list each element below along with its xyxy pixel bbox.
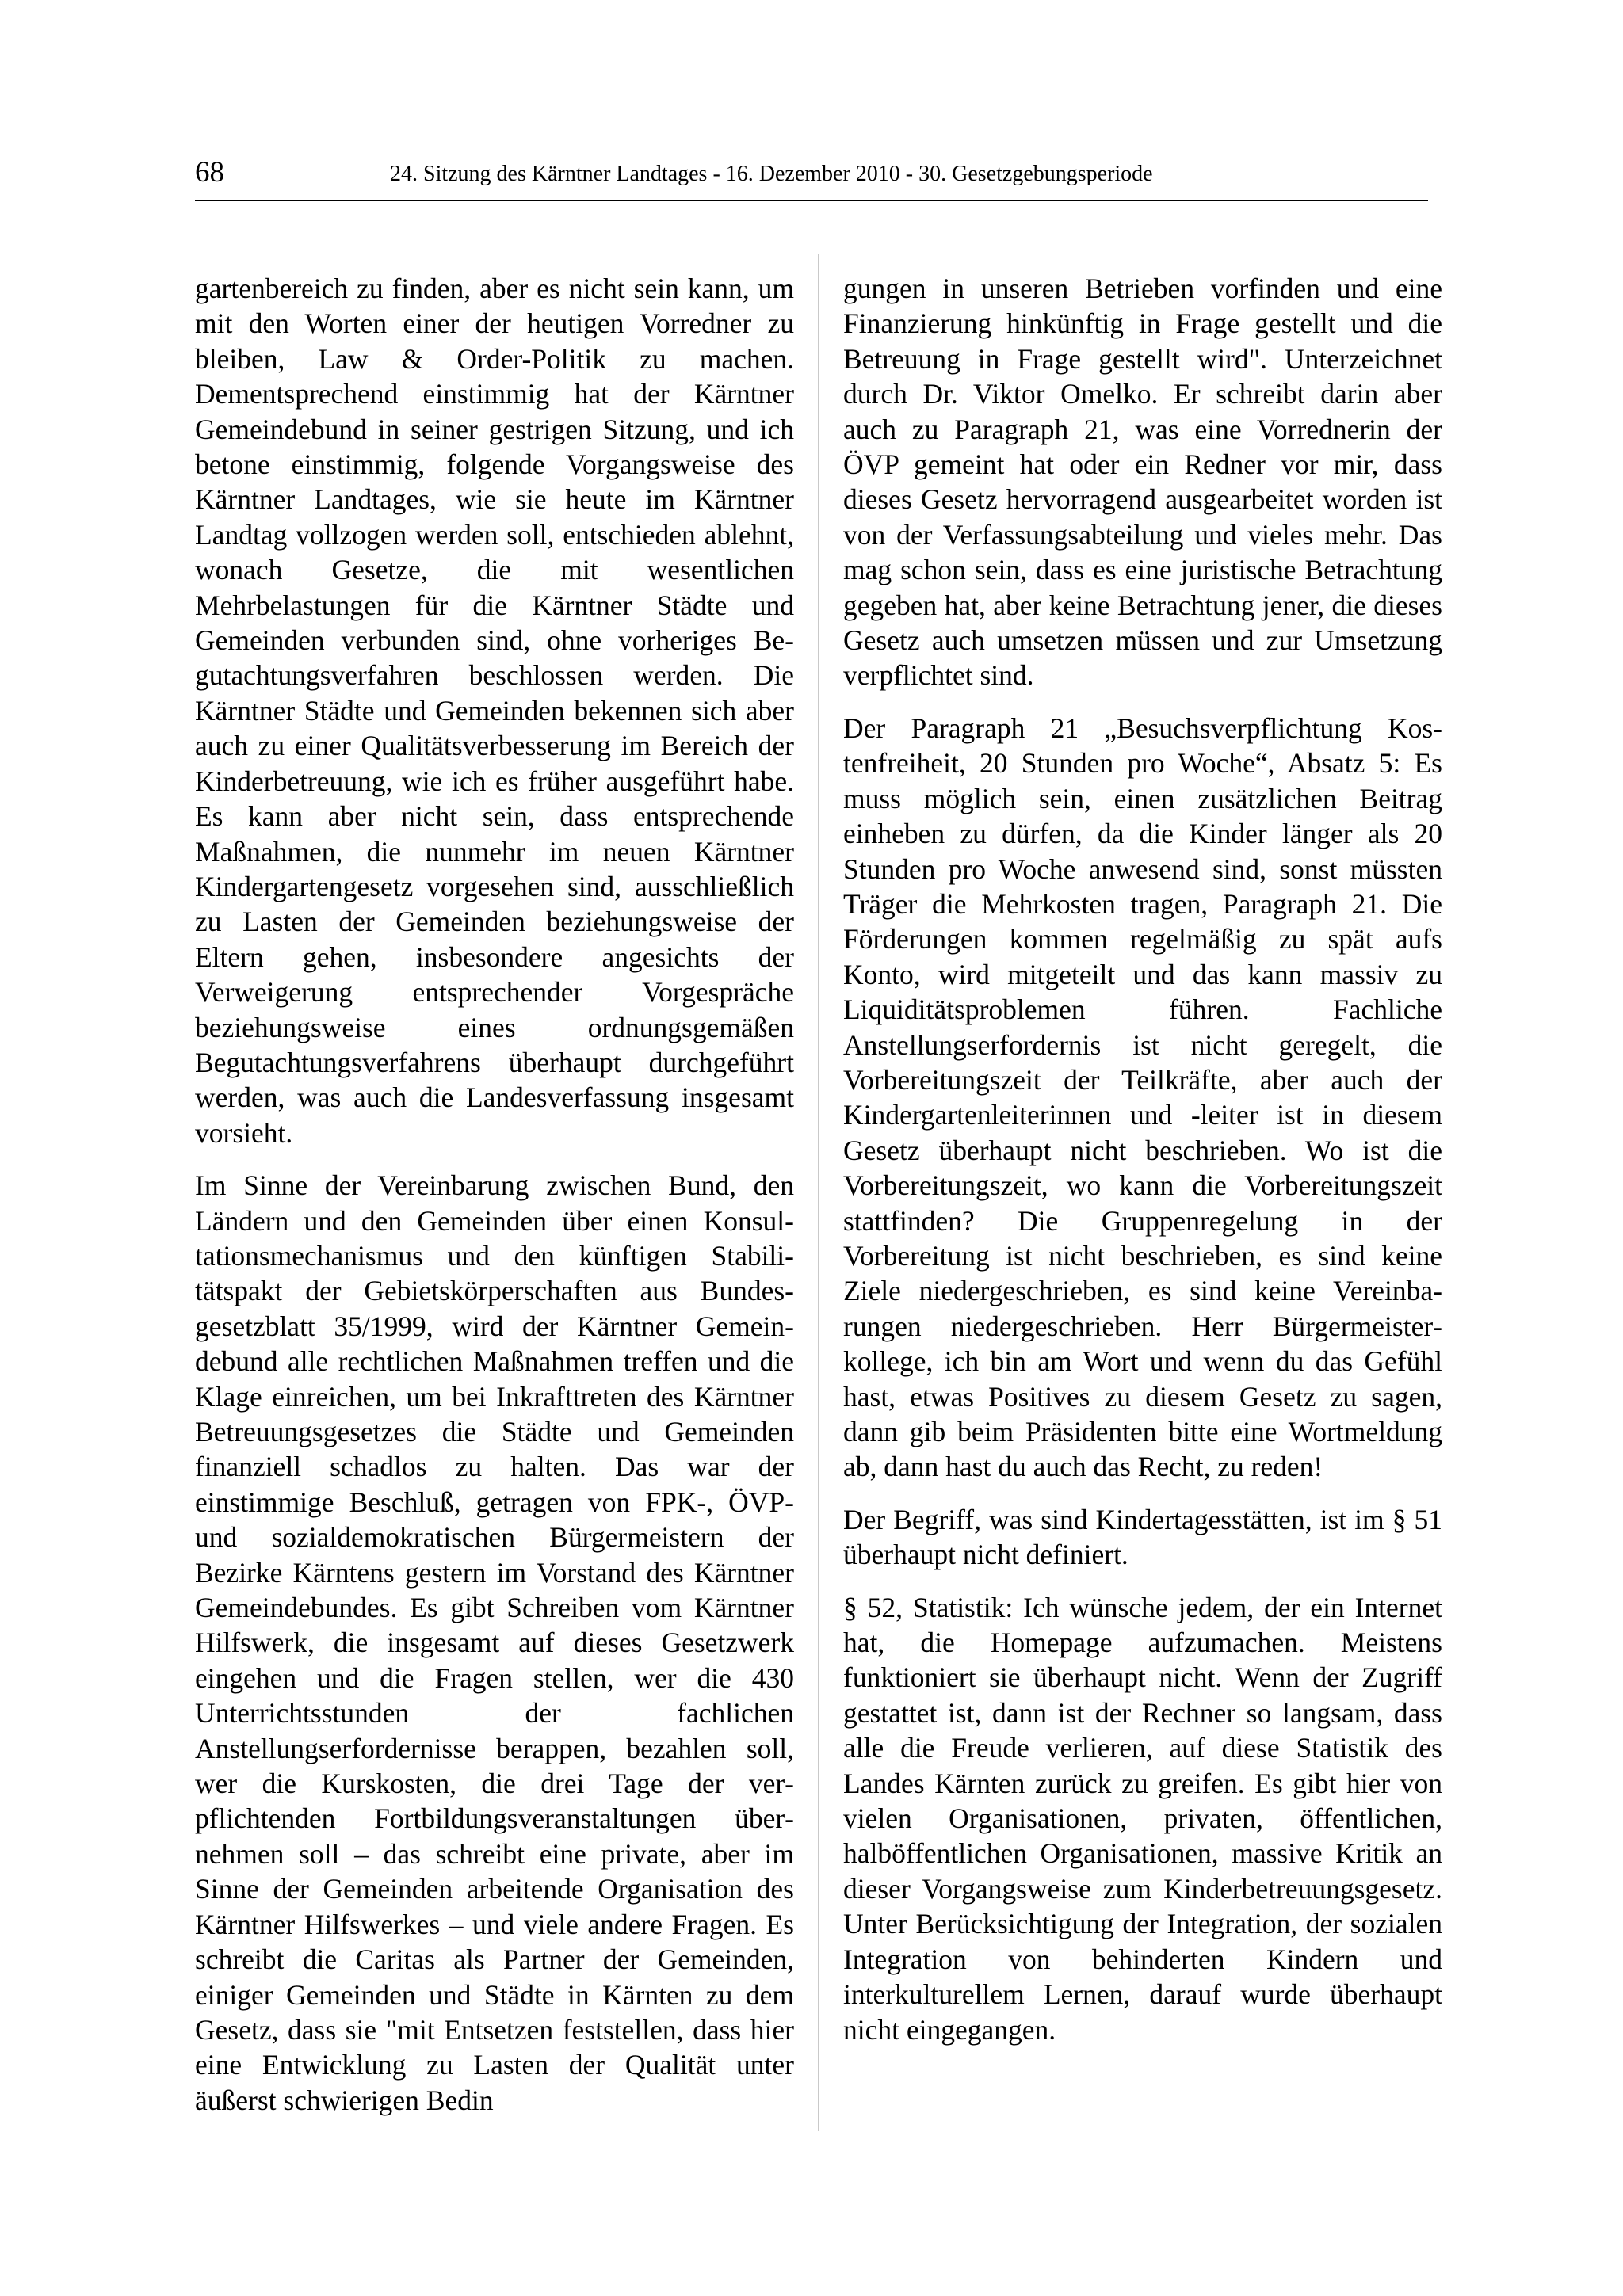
running-title: 24. Sitzung des Kärntner Landtages - 16. Dezember 2010 - 30. Gesetzgebungsperiode	[390, 162, 1153, 186]
left-column	[195, 271, 794, 2135]
paragraph: gungen in unseren Betrieben vorfinden und eine Finanzierung hinkünftig in Frage gestellt und die Betreuung in Frage gestellt wird". Unterzeichnet durch Dr. Viktor Omelko. Er schreibt darin aber auch zu Paragraph 21, was eine Vorrednerin der ÖVP gemeint hat oder ein Redner vor mir, dass dieses Gesetz hervorragend ausgearbeitet worden ist von der Verfassungsabteilung und vieles mehr. Das mag schon sein, dass es eine juristische Betrachtung gegeben hat, aber keine Betrachtung jener, die dieses Gesetz auch umsetzen müssen und zur Umsetzung verpflichtet sind.	[843, 273, 1442, 692]
paragraph: Im Sinne der Vereinbarung zwischen Bund, den Ländern und den Gemeinden über einen Konsultationsmechanismus und den künftigen Stabilitätspakt der Gebietskörperschaften aus Bundesgesetzblatt 35/1999, wird der Kärntner Gemeindebund alle rechtlichen Maßnahmen treffen und die Klage einreichen, um bei Inkrafttreten des Kärntner Betreuungsgesetzes die Städte und Gemeinden finanziell schadlos zu halten. Das war der einstimmige Beschluß, getragen von FPK-, ÖVP- und sozialdemokratischen Bürgermeistern der Bezirke Kärntens gestern im Vorstand des Kärntner Gemeindebundes. Es gibt Schreiben vom Kärntner Hilfswerk, die insgesamt auf dieses Gesetzwerk eingehen und die Fragen stellen, wer die 430 Unterrichtsstunden der fachlichen Anstellungserfordernisse berappen, bezahlen soll, wer die Kurskosten, die drei Tage der verpflichtenden Fortbildungsveranstaltungen übernehmen soll – das schreibt eine private, aber im Sinne der Gemeinden arbeitende Organisation des Kärntner Hilfswerkes – und viele andere Fragen. Es schreibt die Caritas als Partner der Gemeinden, einiger Gemeinden und Städte in Kärnten zu dem Gesetz, dass sie "mit Entsetzen feststellen, dass hier eine Entwicklung zu Lasten der Qualität unter äußerst schwierigen Bedin	[195, 1169, 794, 2116]
right-column	[843, 271, 1442, 2065]
column-divider	[818, 254, 819, 2131]
paragraph: Der Paragraph 21 „Besuchsverpflichtung Kostenfreiheit, 20 Stunden pro Woche“, Absatz 5: Es muss möglich sein, einen zusätzlichen Beitrag einheben zu dürfen, da die Kinder länger als 20 Stunden pro Woche anwesend sind, sonst müssten Träger die Mehrkosten tragen, Paragraph 21. Die Förderungen kommen regelmäßig zu spät aufs Konto, wird mitgeteilt und das kann massiv zu Liquiditätsproblemen führen. Fachliche Anstellungserfordernis ist nicht geregelt, die Vorbereitungszeit der Teilkräfte, aber auch der Kindergartenleiterinnen und -leiter ist in diesem Gesetz überhaupt nicht beschrieben. Wo ist die Vorbereitungszeit, wo kann die Vorbereitungszeit stattfinden? Die Gruppenregelung in der Vorbereitung ist nicht beschrieben, es sind keine Ziele niedergeschrieben, es sind keine Vereinbarungen niedergeschrieben. Herr Bürgermeisterkollege, ich bin am Wort und wenn du das Gefühl hast, etwas Positives zu diesem Gesetz zu sagen, dann gib beim Präsidenten bitte eine Wortmeldung ab, dann hast du auch das Recht, zu reden!	[843, 711, 1442, 1483]
page-header	[195, 155, 1428, 201]
page-number: 68	[195, 156, 224, 189]
paragraph: gartenbereich zu finden, aber es nicht sein kann, um mit den Worten einer der heutigen Vorredner zu bleiben, Law & Order-Politik zu machen. Dementsprechend einstimmig hat der Kärntner Gemeindebund in seiner gestrigen Sitzung, und ich betone einstimmig, folgende Vorgangsweise des Kärntner Landtages, wie sie heute im Kärntner Landtag vollzogen werden soll, entschieden ablehnt, wonach Gesetze, die mit wesentlichen Mehrbelastungen für die Kärntner Städte und Gemeinden verbunden sind, ohne vorheriges Begutachtungsverfahren beschlossen werden. Die Kärntner Städte und Gemeinden bekennen sich aber auch zu einer Qualitätsverbesserung im Bereich der Kinderbetreuung, wie ich es früher ausgeführt habe. Es kann aber nicht sein, dass entsprechende Maßnahmen, die nunmehr im neuen Kärntner Kindergartengesetz vorgesehen sind, ausschließlich zu Lasten der Gemeinden beziehungsweise der Eltern gehen, insbesondere angesichts der Verweigerung entsprechender Vorgespräche beziehungsweise eines ordnungsgemäßen Begutachtungsverfahrens überhaupt durchgeführt werden, was auch die Landesverfassung insgesamt vorsieht.	[195, 273, 794, 1149]
paragraph: § 52, Statistik: Ich wünsche jedem, der ein Internet hat, die Homepage aufzumachen. Meistens funktioniert sie überhaupt nicht. Wenn der Zugriff gestattet ist, dann ist der Rechner so langsam, dass alle die Freude verlieren, auf diese Statistik des Landes Kärnten zurück zu greifen. Es gibt hier von vielen Organisationen, privaten, öffentlichen, halböffentlichen Organisationen, massive Kritik an dieser Vorgangsweise zum Kinderbetreuungsgesetz. Unter Berücksichtigung der Integration, der sozialen Integration von behinderten Kindern und interkulturellem Lernen, darauf wurde überhaupt nicht eingegangen.	[843, 1591, 1442, 2046]
paragraph: Der Begriff, was sind Kindertagesstätten, ist im § 51 überhaupt nicht definiert.	[843, 1503, 1442, 1571]
